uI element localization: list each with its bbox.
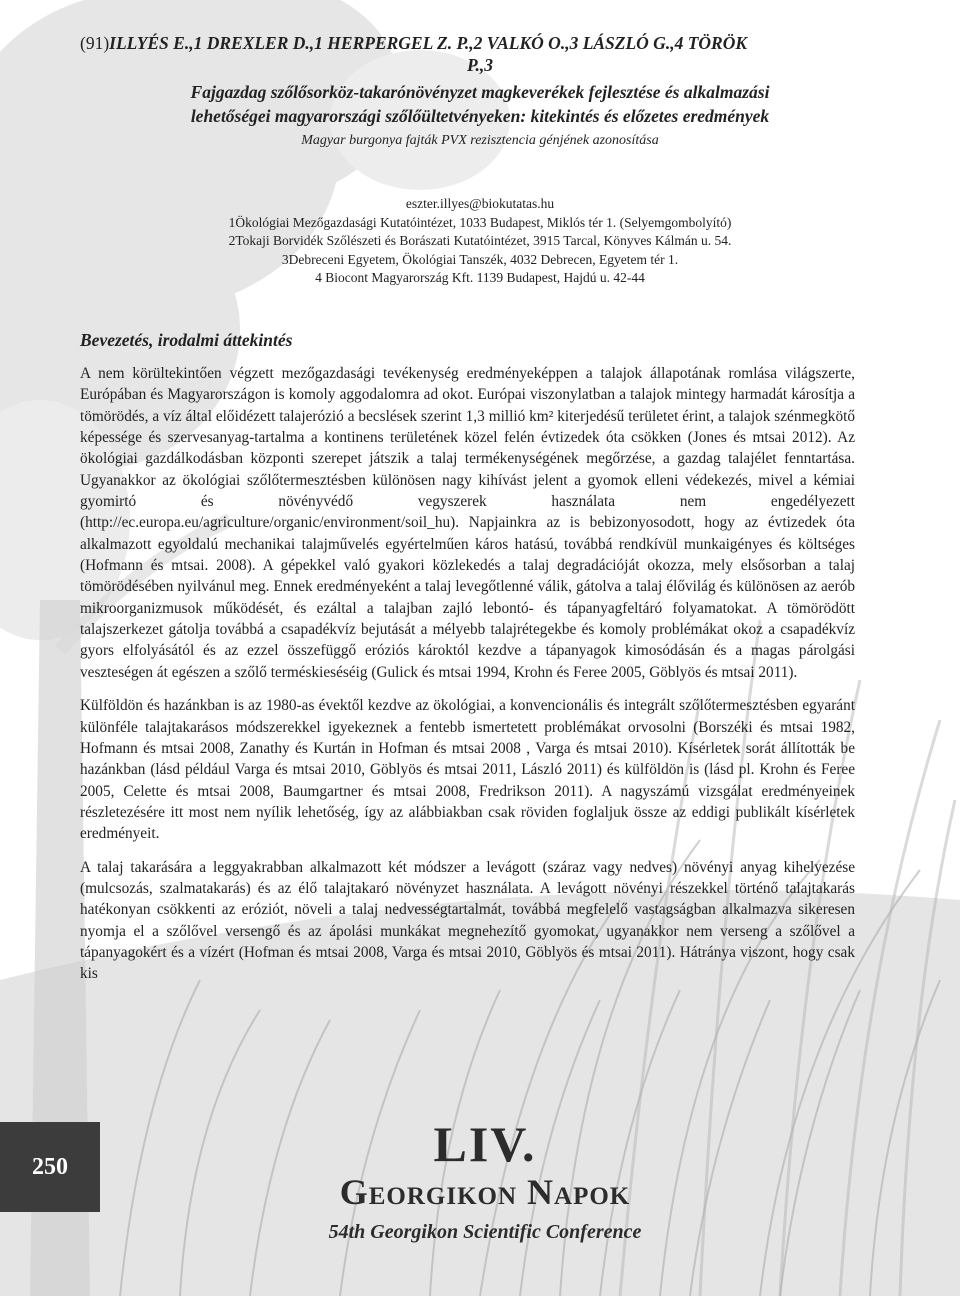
- conference-subtitle: 54th Georgikon Scientific Conference: [328, 1221, 642, 1243]
- body-text: [80, 363, 855, 997]
- conference-name: Georgikon Napok: [339, 1172, 631, 1212]
- author-email: eszter.illyes@biokutatas.hu: [405, 196, 555, 211]
- title-block: [60, 80, 900, 151]
- body-paragraph-2: Külföldön és hazánkban is az 1980-as évektől kezdve az ökológiai, a konvencionális és integrált szőlőtermesztésben egyaránt különféle talajtakarásos módszerekkel igyekeznek a fentebb ismertetett problémákat orvosolni (Borszéki és mtsai 1982, Hofmann és mtsai 2008, Zanathy és Kurtán in Hofman és mtsai 2008 , Varga és mtsai 2010). Kísérletek sorát állították be hazánkban (lásd például Varga és mtsai 2010, Göblyös és mtsai 2011, László 2011) és külföldön is (lásd pl. Krohn és Feree 2005, Celette és mtsai 2008, Baumgartner és mtsai 2008, Fredrikson 2011). A nagyszámú vizsgálat eredményeinek részletezésére itt most nem nyílik lehetőség, így az alábbiakban csak röviden foglaljuk össze az eddigi publikált kísérletek eredményeit.: [80, 697, 855, 843]
- affiliation-1: 1Ökológiai Mezőgazdasági Kutatóintézet, 1033 Budapest, Miklós tér 1. (Selyemgombolyító): [228, 214, 732, 230]
- section-heading: Bevezetés, irodalmi áttekintés: [80, 330, 293, 350]
- authors-line-continued: P.,3: [467, 55, 493, 75]
- body-paragraph-3: A talaj takarására a leggyakrabban alkalmazott két módszer a levágott (száraz vagy nedves) növényi anyag kihelyezése (mulcsozás, szalmatakarás) és az élő talajtakaró növényzet használata. A levágott növényi részekkel történő talajtakarás hatékonyan csökkenti az eróziót, növeli a talaj nedvességtartalmát, továbbá megfelelő vastagságban alkalmazva sikeresen nyomja el a szőlővel versengő és az ápolási munkákat megnehezítő gyomokat, ugyanakkor nem verseng a szőlővel a tápanyagokért és a vízért (Hofman és mtsai 2008, Varga és mtsai 2010, Göblyös és mtsai 2011). Hátránya viszont, hogy csak kis: [80, 858, 855, 983]
- paper-number: (91): [80, 33, 110, 53]
- affiliation-3: 3Debreceni Egyetem, Ökológiai Tanszék, 4032 Debrecen, Egyetem tér 1.: [281, 251, 679, 267]
- page-number-box: [0, 1122, 100, 1212]
- conference-edition: LIV.: [433, 1116, 537, 1172]
- page-number: 250: [32, 1153, 68, 1180]
- paper-subtitle: Magyar burgonya fajták PVX rezisztencia génjének azonosítása: [301, 133, 659, 148]
- author-affiliations: [60, 195, 900, 288]
- affiliation-4: 4 Biocont Magyarország Kft. 1139 Budapest, Hajdú u. 42-44: [315, 270, 645, 285]
- authors-text: ILLYÉS E.,1 DREXLER D.,1 HERPERGEL Z. P.,2 VALKÓ O.,3 LÁSZLÓ G.,4 TÖRÖK: [109, 33, 748, 53]
- conference-logo: [290, 1118, 680, 1246]
- authors-line: [80, 32, 880, 54]
- paper-title-line-1: Fajgazdag szőlősorköz-takarónövényzet magkeverékek fejlesztése és alkalmazási: [190, 82, 770, 102]
- paper-title-line-2: lehetőségei magyarországi szőlőültetvényeken: kitekintés és előzetes eredmények: [190, 106, 770, 126]
- affiliation-2: 2Tokaji Borvidék Szőlészeti és Borászati Kutatóintézet, 3915 Tarcal, Könyves Kálmán u. 54.: [228, 233, 732, 248]
- body-paragraph-1: A nem körültekintően végzett mezőgazdasági tevékenység eredményeképpen a talajok állapotának romlása világszerte, Európában és Magyarországon is komoly aggodalomra ad okot. Európai viszonylatban a talajok mintegy harmadát károsítja a tömörödés, a víz által előidézett talajerózió a becslések szerint 1,3 millió km² kiterjedésű területet érint, a talajok szénmegkötő képessége és szervesanyag-tartalma a kontinens területének közel felén évtizedek óta csökken (Jones és mtsai 2012). Az ökológiai gazdálkodásban központi szerepet játszik a talaj termékenységének megőrzése, a gazdag talajélet fenntartása. Ugyanakkor az ökológiai szőlőtermesztésben különösen nagy kihívást jelent a gyomok elleni védekezés, mivel a kémiai gyomirtó és növényvédő vegyszerek használata nem engedélyezett (http://ec.europa.eu/agriculture/organic/environment/soil_hu). Napjainkra az is bebizonyosodott, hogy az évtizedek óta alkalmazott egyoldalú mechanikai talajművelés egyértelműen káros hatású, továbbá rendkívül munkaigényes és költséges (Hofmann és mtsai. 2008). A gépekkel való gyakori közlekedés a talaj degradációját okozza, mely elsősorban a talaj tömörödésében nyilvánul meg. Ennek eredményeként a talaj levegőtlenné válik, gátolva a talaj élővilág és különösen az aerób mikroorganizmusok működését, és ezáltal a talajban zajló lebontó- és tápanyagfeltáró folyamatokat. A tömörödött talajszerkezet gátolja továbbá a csapadékvíz bejutását a mélyebb talajrétegekbe és komoly problémákat okoz a csapadékvíz gyors elfolyásától és az ezzel összefüggő eróziós károktól kezdve a tápanyagok kimosódásán és a magas párolgási veszteségen át egészen a szőlő terméskieséséig (Gulick és mtsai 1994, Krohn és Feree 2005, Göblyös és mtsai 2011).: [80, 365, 855, 681]
